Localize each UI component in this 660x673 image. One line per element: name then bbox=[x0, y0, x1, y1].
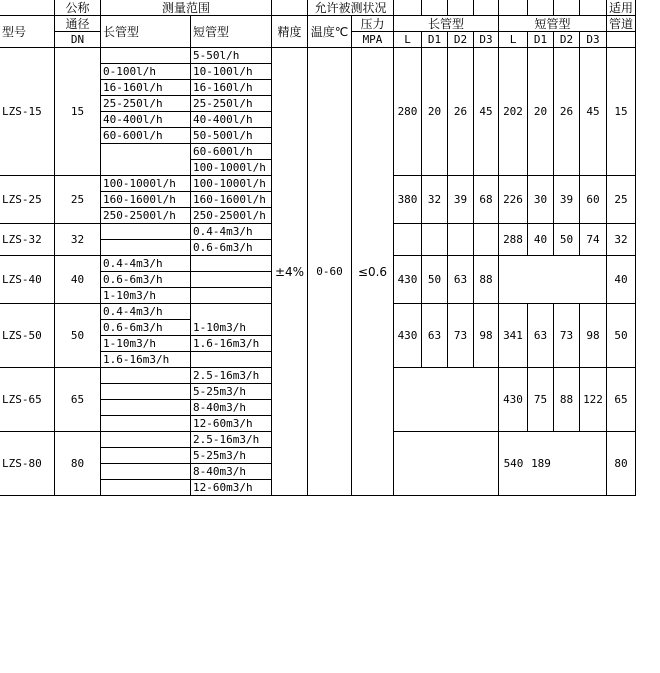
pipe-cell: 65 bbox=[607, 368, 636, 432]
header-short-d1: D1 bbox=[528, 32, 554, 48]
long-d1-cell: 50 bbox=[422, 256, 448, 304]
long-d1-cell bbox=[422, 368, 448, 432]
long-range-cell: 160-1600l/h bbox=[101, 192, 191, 208]
long-range-cell: 0.6-6m3/h bbox=[101, 272, 191, 288]
long-d2-cell bbox=[448, 432, 474, 496]
short-range-cell: 12-60m3/h bbox=[191, 480, 272, 496]
long-range-cell: 0.6-6m3/h bbox=[101, 320, 191, 336]
header-nominal-line2: 通径 bbox=[55, 16, 101, 32]
long-d3-cell: 98 bbox=[474, 304, 499, 368]
long-d3-cell bbox=[474, 432, 499, 496]
dn-cell: 40 bbox=[55, 256, 101, 304]
model-cell: LZS-50 bbox=[0, 304, 55, 368]
long-l-cell: 430 bbox=[394, 256, 422, 304]
header-nominal-line1: 公称 bbox=[55, 0, 101, 16]
long-range-cell bbox=[101, 448, 191, 464]
short-range-cell bbox=[191, 272, 272, 288]
long-d1-cell: 32 bbox=[422, 176, 448, 224]
short-d3-cell bbox=[580, 432, 607, 496]
pipe-cell: 15 bbox=[607, 48, 636, 176]
header-accuracy: 精度 bbox=[272, 16, 308, 48]
model-cell: LZS-80 bbox=[0, 432, 55, 496]
pipe-cell: 50 bbox=[607, 304, 636, 368]
short-range-cell: 1.6-16m3/h bbox=[191, 336, 272, 352]
temperature-value: 0-60 bbox=[308, 48, 352, 496]
long-d1-cell bbox=[422, 224, 448, 256]
short-range-cell: 0.4-4m3/h bbox=[191, 224, 272, 240]
dn-cell: 15 bbox=[55, 48, 101, 176]
header-short-d2: D2 bbox=[554, 32, 580, 48]
pipe-cell: 80 bbox=[607, 432, 636, 496]
short-d1-cell: 189 bbox=[528, 432, 554, 496]
long-d2-cell: 39 bbox=[448, 176, 474, 224]
short-range-cell: 40-400l/h bbox=[191, 112, 272, 128]
long-d1-cell: 20 bbox=[422, 48, 448, 176]
header-long-l: L bbox=[394, 32, 422, 48]
short-range-cell: 2.5-16m3/h bbox=[191, 432, 272, 448]
short-range-cell: 250-2500l/h bbox=[191, 208, 272, 224]
dn-cell: 25 bbox=[55, 176, 101, 224]
long-range-cell: 0.4-4m3/h bbox=[101, 256, 191, 272]
header-long-d3: D3 bbox=[474, 32, 499, 48]
header-pipe-line1: 适用 bbox=[607, 0, 636, 16]
short-range-cell: 2.5-16m3/h bbox=[191, 368, 272, 384]
short-l-cell: 341 bbox=[499, 304, 528, 368]
long-l-cell bbox=[394, 368, 422, 432]
header-pipe-line2: 管道 bbox=[607, 16, 636, 32]
long-d2-cell bbox=[448, 224, 474, 256]
short-d1-cell: 63 bbox=[528, 304, 554, 368]
short-d3-cell: 60 bbox=[580, 176, 607, 224]
short-l-cell bbox=[499, 256, 528, 304]
long-range-cell: 60-600l/h bbox=[101, 128, 191, 144]
header-blank-cell bbox=[528, 0, 554, 16]
header-blank-cell bbox=[448, 0, 474, 16]
short-l-cell: 226 bbox=[499, 176, 528, 224]
short-l-cell: 288 bbox=[499, 224, 528, 256]
long-range-cell: 16-160l/h bbox=[101, 80, 191, 96]
header-blank-cell bbox=[474, 0, 499, 16]
short-range-cell: 100-1000l/h bbox=[191, 160, 272, 176]
short-l-cell: 430 bbox=[499, 368, 528, 432]
header-blank-cell bbox=[422, 0, 448, 16]
short-range-cell bbox=[191, 304, 272, 320]
pipe-cell: 40 bbox=[607, 256, 636, 304]
short-range-cell: 8-40m3/h bbox=[191, 464, 272, 480]
short-d2-cell: 50 bbox=[554, 224, 580, 256]
short-range-cell: 12-60m3/h bbox=[191, 416, 272, 432]
long-range-cell bbox=[101, 432, 191, 448]
long-l-cell: 280 bbox=[394, 48, 422, 176]
pipe-cell: 32 bbox=[607, 224, 636, 256]
short-range-cell bbox=[191, 288, 272, 304]
short-range-cell: 60-600l/h bbox=[191, 144, 272, 160]
short-range-cell bbox=[191, 256, 272, 272]
long-range-cell: 250-2500l/h bbox=[101, 208, 191, 224]
long-d3-cell: 88 bbox=[474, 256, 499, 304]
header-long-d2: D2 bbox=[448, 32, 474, 48]
short-d1-cell bbox=[528, 256, 554, 304]
long-range-cell bbox=[101, 368, 191, 384]
long-range-cell: 25-250l/h bbox=[101, 96, 191, 112]
long-range-cell bbox=[101, 480, 191, 496]
long-range-cell: 40-400l/h bbox=[101, 112, 191, 128]
long-range-cell: 1.6-16m3/h bbox=[101, 352, 191, 368]
short-d3-cell: 74 bbox=[580, 224, 607, 256]
short-d2-cell: 73 bbox=[554, 304, 580, 368]
long-range-cell bbox=[101, 384, 191, 400]
long-range-cell bbox=[101, 240, 191, 256]
model-cell: LZS-15 bbox=[0, 48, 55, 176]
short-range-cell: 0.6-6m3/h bbox=[191, 240, 272, 256]
header-blank-cell bbox=[607, 32, 636, 48]
model-cell: LZS-32 bbox=[0, 224, 55, 256]
dn-cell: 65 bbox=[55, 368, 101, 432]
short-l-cell: 540 bbox=[499, 432, 528, 496]
dn-cell: 50 bbox=[55, 304, 101, 368]
header-blank-cell bbox=[554, 0, 580, 16]
header-model: 型号 bbox=[0, 16, 55, 48]
accuracy-value: ±4% bbox=[272, 48, 308, 496]
long-d2-cell: 73 bbox=[448, 304, 474, 368]
short-d3-cell: 122 bbox=[580, 368, 607, 432]
long-range-cell: 1-10m3/h bbox=[101, 288, 191, 304]
long-l-cell bbox=[394, 432, 422, 496]
short-d2-cell bbox=[554, 256, 580, 304]
short-range-cell: 5-50l/h bbox=[191, 48, 272, 64]
header-blank-cell bbox=[272, 0, 308, 16]
long-d3-cell bbox=[474, 224, 499, 256]
long-range-cell: 100-1000l/h bbox=[101, 176, 191, 192]
short-d1-cell: 75 bbox=[528, 368, 554, 432]
long-d1-cell: 63 bbox=[422, 304, 448, 368]
long-d2-cell: 63 bbox=[448, 256, 474, 304]
long-d3-cell bbox=[474, 368, 499, 432]
short-d2-cell: 88 bbox=[554, 368, 580, 432]
long-d2-cell: 26 bbox=[448, 48, 474, 176]
header-pressure: 压力 bbox=[352, 16, 394, 32]
header-allowed-conditions: 允许被测状况 bbox=[308, 0, 394, 16]
long-l-cell: 430 bbox=[394, 304, 422, 368]
short-range-cell bbox=[191, 352, 272, 368]
short-l-cell: 202 bbox=[499, 48, 528, 176]
long-d3-cell: 45 bbox=[474, 48, 499, 176]
long-range-cell bbox=[101, 416, 191, 432]
short-range-cell: 1-10m3/h bbox=[191, 320, 272, 336]
short-d3-cell bbox=[580, 256, 607, 304]
header-mpa: MPA bbox=[352, 32, 394, 48]
pipe-cell: 25 bbox=[607, 176, 636, 224]
pressure-value: ≤0.6 bbox=[352, 48, 394, 496]
header-blank-cell bbox=[0, 0, 55, 16]
header-blank-cell bbox=[580, 0, 607, 16]
header-long-d1: D1 bbox=[422, 32, 448, 48]
header-range: 测量范围 bbox=[101, 0, 272, 16]
header-long-group: 长管型 bbox=[394, 16, 499, 32]
header-dn: DN bbox=[55, 32, 101, 48]
model-cell: LZS-65 bbox=[0, 368, 55, 432]
long-range-cell: 1-10m3/h bbox=[101, 336, 191, 352]
short-range-cell: 25-250l/h bbox=[191, 96, 272, 112]
short-range-cell: 8-40m3/h bbox=[191, 400, 272, 416]
header-short-group: 短管型 bbox=[499, 16, 607, 32]
long-d2-cell bbox=[448, 368, 474, 432]
dn-cell: 80 bbox=[55, 432, 101, 496]
short-range-cell: 50-500l/h bbox=[191, 128, 272, 144]
short-d2-cell: 39 bbox=[554, 176, 580, 224]
long-range-cell bbox=[101, 144, 191, 176]
short-d1-cell: 30 bbox=[528, 176, 554, 224]
short-range-cell: 160-1600l/h bbox=[191, 192, 272, 208]
long-range-cell bbox=[101, 224, 191, 240]
header-blank-cell bbox=[394, 0, 422, 16]
long-d3-cell: 68 bbox=[474, 176, 499, 224]
long-l-cell bbox=[394, 224, 422, 256]
long-range-cell: 0-100l/h bbox=[101, 64, 191, 80]
long-l-cell: 380 bbox=[394, 176, 422, 224]
long-range-cell bbox=[101, 464, 191, 480]
dn-cell: 32 bbox=[55, 224, 101, 256]
short-range-cell: 100-1000l/h bbox=[191, 176, 272, 192]
short-d2-cell bbox=[554, 432, 580, 496]
header-short-type: 短管型 bbox=[191, 16, 272, 48]
short-d3-cell: 45 bbox=[580, 48, 607, 176]
long-d1-cell bbox=[422, 432, 448, 496]
short-d1-cell: 20 bbox=[528, 48, 554, 176]
header-short-d3: D3 bbox=[580, 32, 607, 48]
long-range-cell bbox=[101, 400, 191, 416]
short-d2-cell: 26 bbox=[554, 48, 580, 176]
short-d3-cell: 98 bbox=[580, 304, 607, 368]
short-range-cell: 16-160l/h bbox=[191, 80, 272, 96]
model-cell: LZS-25 bbox=[0, 176, 55, 224]
long-range-cell bbox=[101, 48, 191, 64]
header-long-type: 长管型 bbox=[101, 16, 191, 48]
short-d1-cell: 40 bbox=[528, 224, 554, 256]
header-temperature: 温度℃ bbox=[308, 16, 352, 48]
long-range-cell: 0.4-4m3/h bbox=[101, 304, 191, 320]
header-short-l: L bbox=[499, 32, 528, 48]
header-blank-cell bbox=[499, 0, 528, 16]
short-range-cell: 5-25m3/h bbox=[191, 384, 272, 400]
short-range-cell: 5-25m3/h bbox=[191, 448, 272, 464]
short-range-cell: 10-100l/h bbox=[191, 64, 272, 80]
model-cell: LZS-40 bbox=[0, 256, 55, 304]
